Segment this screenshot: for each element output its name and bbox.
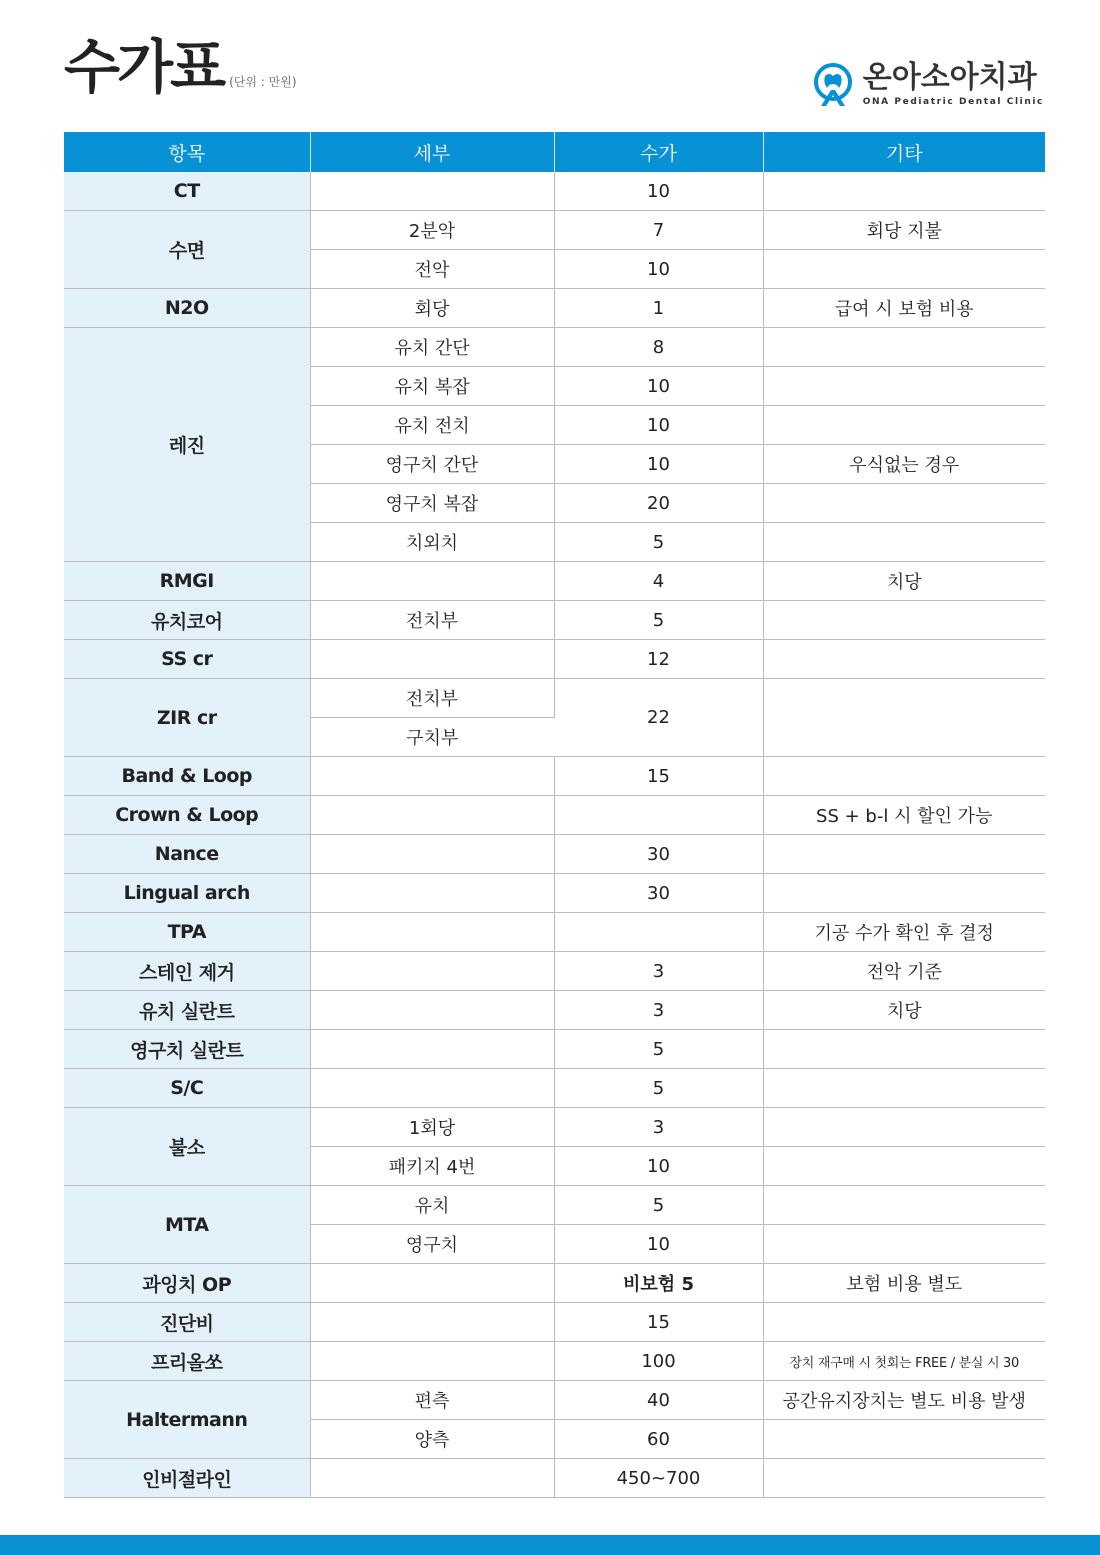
- header-item: 항목: [64, 132, 310, 172]
- price-cell: [554, 913, 763, 952]
- table-row: [64, 1186, 1045, 1225]
- detail-cell: 영구치 복잡: [310, 484, 554, 523]
- item-cell: 수면: [64, 211, 310, 289]
- detail-cell: [310, 757, 554, 796]
- note-cell: [763, 1030, 1045, 1069]
- detail-cell: 유치 전치: [310, 406, 554, 445]
- price-cell: 5: [554, 1186, 763, 1225]
- clinic-logo: [811, 62, 1044, 108]
- price-cell: 3: [554, 952, 763, 991]
- table-row: [64, 952, 1045, 991]
- price-cell: 10: [554, 250, 763, 289]
- item-cell: TPA: [64, 913, 310, 952]
- note-cell: [763, 406, 1045, 445]
- note-cell: [763, 835, 1045, 874]
- table-row: [64, 562, 1045, 601]
- price-cell: 30: [554, 874, 763, 913]
- title-block: [64, 33, 297, 101]
- item-cell: N2O: [64, 289, 310, 328]
- detail-cell: [310, 1459, 554, 1498]
- clinic-name-kr: 온아소아치과: [862, 60, 1037, 95]
- detail-cell: 영구치 간단: [310, 445, 554, 484]
- detail-cell: 패키지 4번: [310, 1147, 554, 1186]
- item-cell: Lingual arch: [64, 874, 310, 913]
- detail-cell: [310, 1030, 554, 1069]
- table-row: [64, 991, 1045, 1030]
- detail-cell: 구치부: [310, 718, 554, 757]
- item-cell: Crown & Loop: [64, 796, 310, 835]
- tooth-logo-icon: [811, 62, 855, 108]
- table-row: [64, 211, 1045, 250]
- header-detail: 세부: [310, 132, 554, 172]
- table-row: [64, 1264, 1045, 1303]
- note-cell: [763, 1420, 1045, 1459]
- note-cell: 치당: [763, 991, 1045, 1030]
- note-cell: [763, 1186, 1045, 1225]
- detail-cell: [310, 1264, 554, 1303]
- price-cell: 8: [554, 328, 763, 367]
- price-cell: 100: [554, 1342, 763, 1381]
- table-row: [64, 328, 1045, 367]
- item-cell: 레진: [64, 328, 310, 562]
- detail-cell: 영구치: [310, 1225, 554, 1264]
- table-header-row: [64, 132, 1045, 172]
- detail-cell: [310, 1303, 554, 1342]
- price-cell: 5: [554, 523, 763, 562]
- item-cell: RMGI: [64, 562, 310, 601]
- note-cell: 치당: [763, 562, 1045, 601]
- note-cell: 회당 지불: [763, 211, 1045, 250]
- note-cell: [763, 1069, 1045, 1108]
- detail-cell: 유치: [310, 1186, 554, 1225]
- note-cell: SS + b-l 시 할인 가능: [763, 796, 1045, 835]
- table-row: [64, 796, 1045, 835]
- detail-cell: 회당: [310, 289, 554, 328]
- price-cell: 15: [554, 757, 763, 796]
- detail-cell: 전악: [310, 250, 554, 289]
- table-row: [64, 640, 1045, 679]
- price-cell: [554, 796, 763, 835]
- price-cell: 3: [554, 991, 763, 1030]
- item-cell: 불소: [64, 1108, 310, 1186]
- price-cell: 10: [554, 406, 763, 445]
- price-cell: 10: [554, 1147, 763, 1186]
- item-cell: 영구치 실란트: [64, 1030, 310, 1069]
- item-cell: 유치코어: [64, 601, 310, 640]
- price-cell: 10: [554, 367, 763, 406]
- item-cell: 유치 실란트: [64, 991, 310, 1030]
- detail-cell: [310, 796, 554, 835]
- price-cell: 5: [554, 1030, 763, 1069]
- note-cell: [763, 679, 1045, 757]
- detail-cell: [310, 913, 554, 952]
- table-row: [64, 679, 1045, 718]
- table-row: [64, 1342, 1045, 1381]
- item-cell: 프리올쏘: [64, 1342, 310, 1381]
- detail-cell: [310, 1342, 554, 1381]
- note-cell: 우식없는 경우: [763, 445, 1045, 484]
- detail-cell: 치외치: [310, 523, 554, 562]
- item-cell: 인비절라인: [64, 1459, 310, 1498]
- detail-cell: 전치부: [310, 679, 554, 718]
- clinic-name-en: ONA Pediatric Dental Clinic: [862, 97, 1044, 107]
- item-cell: 진단비: [64, 1303, 310, 1342]
- price-cell: 22: [554, 679, 763, 757]
- table-row: [64, 1030, 1045, 1069]
- table-row: [64, 1381, 1045, 1420]
- price-cell: 비보험 5: [554, 1264, 763, 1303]
- note-cell: [763, 640, 1045, 679]
- note-cell: [763, 523, 1045, 562]
- detail-cell: 유치 간단: [310, 328, 554, 367]
- price-cell: 10: [554, 1225, 763, 1264]
- header-price: 수가: [554, 132, 763, 172]
- table-row: [64, 874, 1045, 913]
- table-row: [64, 1303, 1045, 1342]
- detail-cell: 2분악: [310, 211, 554, 250]
- price-cell: 7: [554, 211, 763, 250]
- detail-cell: [310, 1069, 554, 1108]
- detail-cell: 편측: [310, 1381, 554, 1420]
- note-cell: 장치 재구매 시 첫회는 FREE / 분실 시 30: [763, 1342, 1045, 1381]
- note-cell: [763, 1225, 1045, 1264]
- header-note: 기타: [763, 132, 1045, 172]
- detail-cell: [310, 562, 554, 601]
- price-cell: 10: [554, 445, 763, 484]
- footer-accent-bar: [0, 1535, 1100, 1555]
- note-cell: [763, 367, 1045, 406]
- detail-cell: [310, 640, 554, 679]
- note-cell: [763, 328, 1045, 367]
- table-row: [64, 172, 1045, 211]
- table-row: [64, 289, 1045, 328]
- detail-cell: 양측: [310, 1420, 554, 1459]
- note-cell: 급여 시 보험 비용: [763, 289, 1045, 328]
- price-table: [64, 132, 1045, 1498]
- note-cell: [763, 484, 1045, 523]
- note-cell: [763, 874, 1045, 913]
- note-cell: [763, 1108, 1045, 1147]
- item-cell: ZIR cr: [64, 679, 310, 757]
- note-cell: 공간유지장치는 별도 비용 발생: [763, 1381, 1045, 1420]
- detail-cell: 전치부: [310, 601, 554, 640]
- item-cell: SS cr: [64, 640, 310, 679]
- note-cell: 보험 비용 별도: [763, 1264, 1045, 1303]
- item-cell: Band & Loop: [64, 757, 310, 796]
- price-cell: 60: [554, 1420, 763, 1459]
- note-cell: [763, 172, 1045, 211]
- unit-label: (단위 : 만원): [229, 75, 297, 89]
- price-cell: 450~700: [554, 1459, 763, 1498]
- price-cell: 40: [554, 1381, 763, 1420]
- table-row: [64, 835, 1045, 874]
- price-cell: 30: [554, 835, 763, 874]
- table-row: [64, 913, 1045, 952]
- item-cell: S/C: [64, 1069, 310, 1108]
- note-cell: [763, 250, 1045, 289]
- detail-cell: [310, 172, 554, 211]
- table-row: [64, 1108, 1045, 1147]
- table-row: [64, 601, 1045, 640]
- note-cell: [763, 601, 1045, 640]
- detail-cell: 유치 복잡: [310, 367, 554, 406]
- price-cell: 1: [554, 289, 763, 328]
- note-cell: [763, 1303, 1045, 1342]
- price-cell: 10: [554, 172, 763, 211]
- note-cell: 전악 기준: [763, 952, 1045, 991]
- item-cell: Nance: [64, 835, 310, 874]
- detail-cell: [310, 835, 554, 874]
- item-cell: 스테인 제거: [64, 952, 310, 991]
- price-cell: 15: [554, 1303, 763, 1342]
- item-cell: CT: [64, 172, 310, 211]
- price-cell: 5: [554, 601, 763, 640]
- detail-cell: [310, 874, 554, 913]
- detail-cell: 1회당: [310, 1108, 554, 1147]
- price-cell: 12: [554, 640, 763, 679]
- note-cell: [763, 1459, 1045, 1498]
- table-row: [64, 1069, 1045, 1108]
- price-cell: 3: [554, 1108, 763, 1147]
- note-cell: [763, 1147, 1045, 1186]
- page-title: 수가표: [64, 33, 224, 101]
- item-cell: 과잉치 OP: [64, 1264, 310, 1303]
- price-cell: 5: [554, 1069, 763, 1108]
- note-cell: 기공 수가 확인 후 결정: [763, 913, 1045, 952]
- note-cell: [763, 757, 1045, 796]
- price-cell: 4: [554, 562, 763, 601]
- price-cell: 20: [554, 484, 763, 523]
- item-cell: MTA: [64, 1186, 310, 1264]
- table-row: [64, 757, 1045, 796]
- detail-cell: [310, 991, 554, 1030]
- item-cell: Haltermann: [64, 1381, 310, 1459]
- table-row: [64, 1459, 1045, 1498]
- detail-cell: [310, 952, 554, 991]
